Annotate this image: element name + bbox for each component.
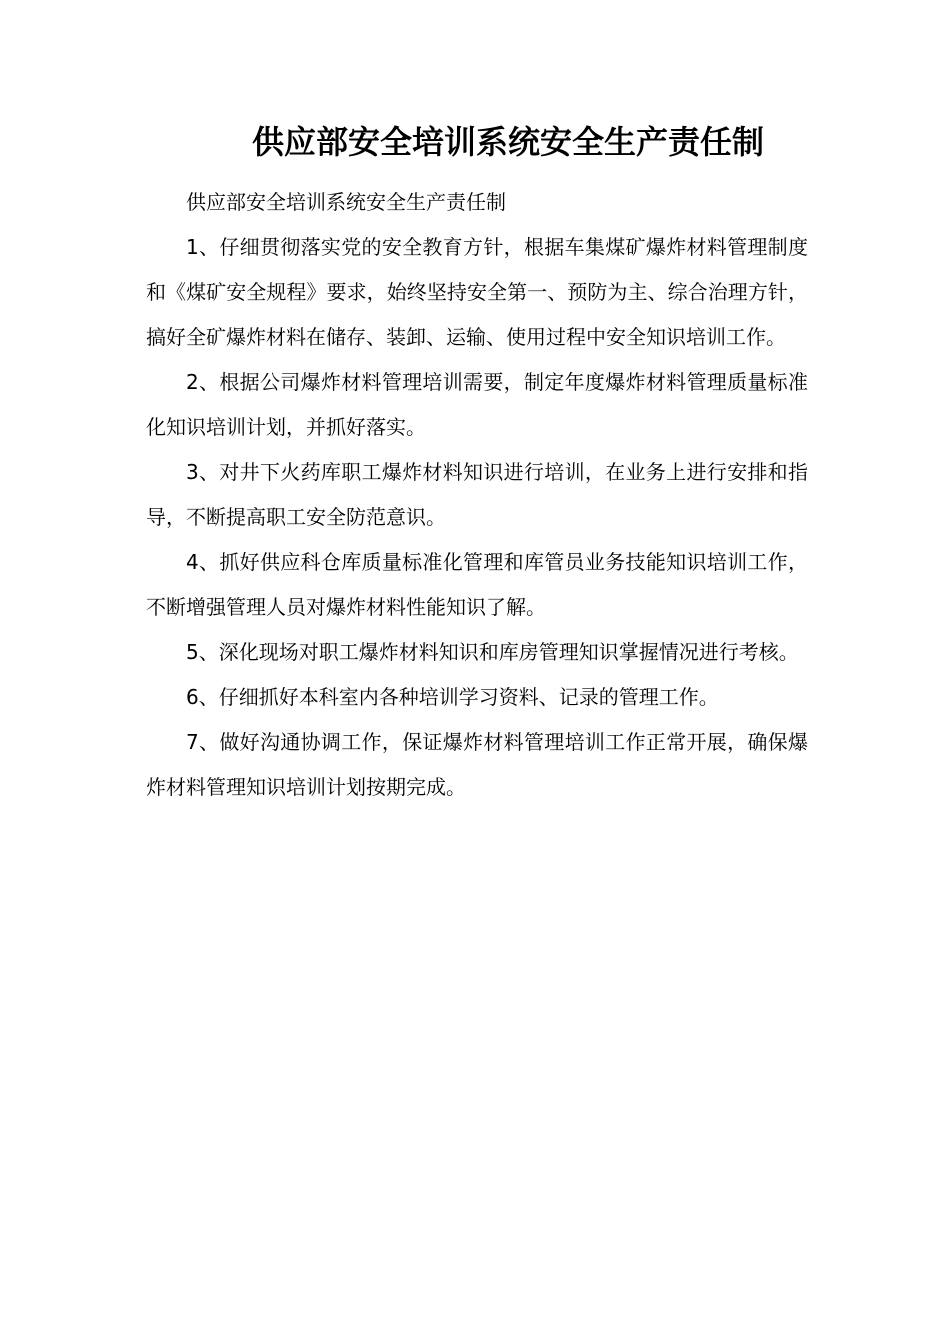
paragraph-7: 7、做好沟通协调工作，保证爆炸材料管理培训工作正常开展，确保爆炸材料管理知识培训计划按期完成。 bbox=[146, 730, 808, 799]
paragraph-6: 6、仔细抓好本科室内各种培训学习资料、记录的管理工作。 bbox=[186, 685, 719, 709]
document-subtitle: 供应部安全培训系统安全生产责任制 bbox=[186, 190, 506, 214]
paragraph-5: 5、深化现场对职工爆炸材料知识和库房管理知识掌握情况进行考核。 bbox=[186, 640, 799, 664]
paragraph-1: 1、仔细贯彻落实党的安全教育方针，根据车集煤矿爆炸材料管理制度和《煤矿安全规程》要求，始终坚持安全第一、预防为主、综合治理方针，搞好全矿爆炸材料在储存、装卸、运输、使用过程中安全知识培训工作。 bbox=[146, 235, 808, 349]
paragraph-4: 4、抓好供应科仓库质量标准化管理和库管员业务技能知识培训工作，不断增强管理人员对爆炸材料性能知识了解。 bbox=[146, 550, 808, 619]
document-body bbox=[146, 180, 808, 810]
document-title: 供应部安全培训系统安全生产责任制 bbox=[251, 123, 764, 161]
paragraph-3: 3、对井下火药库职工爆炸材料知识进行培训，在业务上进行安排和指导，不断提高职工安全防范意识。 bbox=[146, 460, 808, 529]
paragraph-2: 2、根据公司爆炸材料管理培训需要，制定年度爆炸材料管理质量标准化知识培训计划，并抓好落实。 bbox=[146, 370, 808, 439]
